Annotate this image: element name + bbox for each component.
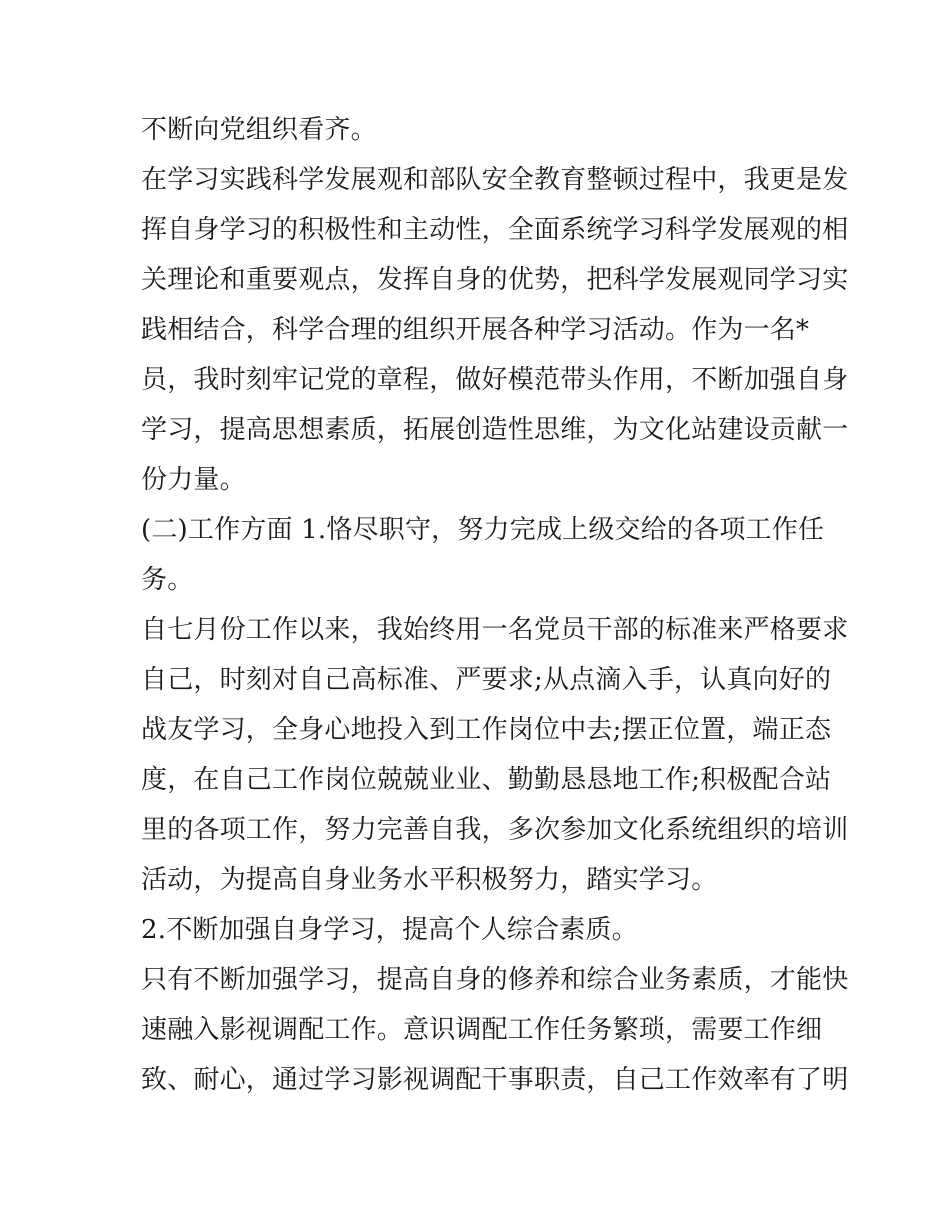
text-line: 关理论和重要观点，发挥自身的优势，把科学发展观同学习实: [141, 265, 849, 295]
text-line: 践相结合，科学合理的组织开展各种学习活动。作为一名*: [141, 315, 810, 345]
text-line: 只有不断加强学习，提高自身的修养和综合业务素质，才能快: [141, 965, 849, 995]
text-line: 度，在自己工作岗位兢兢业业、勤勤恳恳地工作;积极配合站: [141, 765, 832, 795]
text-line: 自七月份工作以来，我始终用一名党员干部的标准来严格要求: [141, 615, 849, 645]
text-line: 战友学习，全身心地投入到工作岗位中去;摆正位置，端正态: [141, 715, 832, 745]
text-line: 员，我时刻牢记党的章程，做好模范带头作用，不断加强自身: [141, 365, 849, 395]
text-line: 自己，时刻对自己高标准、严要求;从点滴入手，认真向好的: [141, 665, 832, 695]
section-heading: (二)工作方面 1.恪尽职守，努力完成上级交给的各项工作任: [141, 515, 825, 545]
text-line: 速融入影视调配工作。意识调配工作任务繁琐，需要工作细: [141, 1015, 823, 1045]
subsection-heading: 2.不断加强自身学习，提高个人综合素质。: [141, 915, 638, 945]
text-line: 在学习实践科学发展观和部队安全教育整顿过程中，我更是发: [141, 165, 849, 195]
text-line: 学习，提高思想素质，拓展创造性思维，为文化站建设贡献一: [141, 415, 849, 445]
text-line: 务。: [141, 565, 194, 595]
text-line: 活动，为提高自身业务水平积极努力，踏实学习。: [141, 865, 718, 895]
text-line: 份力量。: [141, 465, 246, 495]
text-line: 里的各项工作，努力完善自我，多次参加文化系统组织的培训: [141, 815, 849, 845]
text-line: 致、耐心，通过学习影视调配干事职责，自己工作效率有了明: [141, 1065, 849, 1095]
text-line: 挥自身学习的积极性和主动性，全面系统学习科学发展观的相: [141, 215, 849, 245]
text-line: 不断向党组织看齐。: [141, 115, 377, 145]
